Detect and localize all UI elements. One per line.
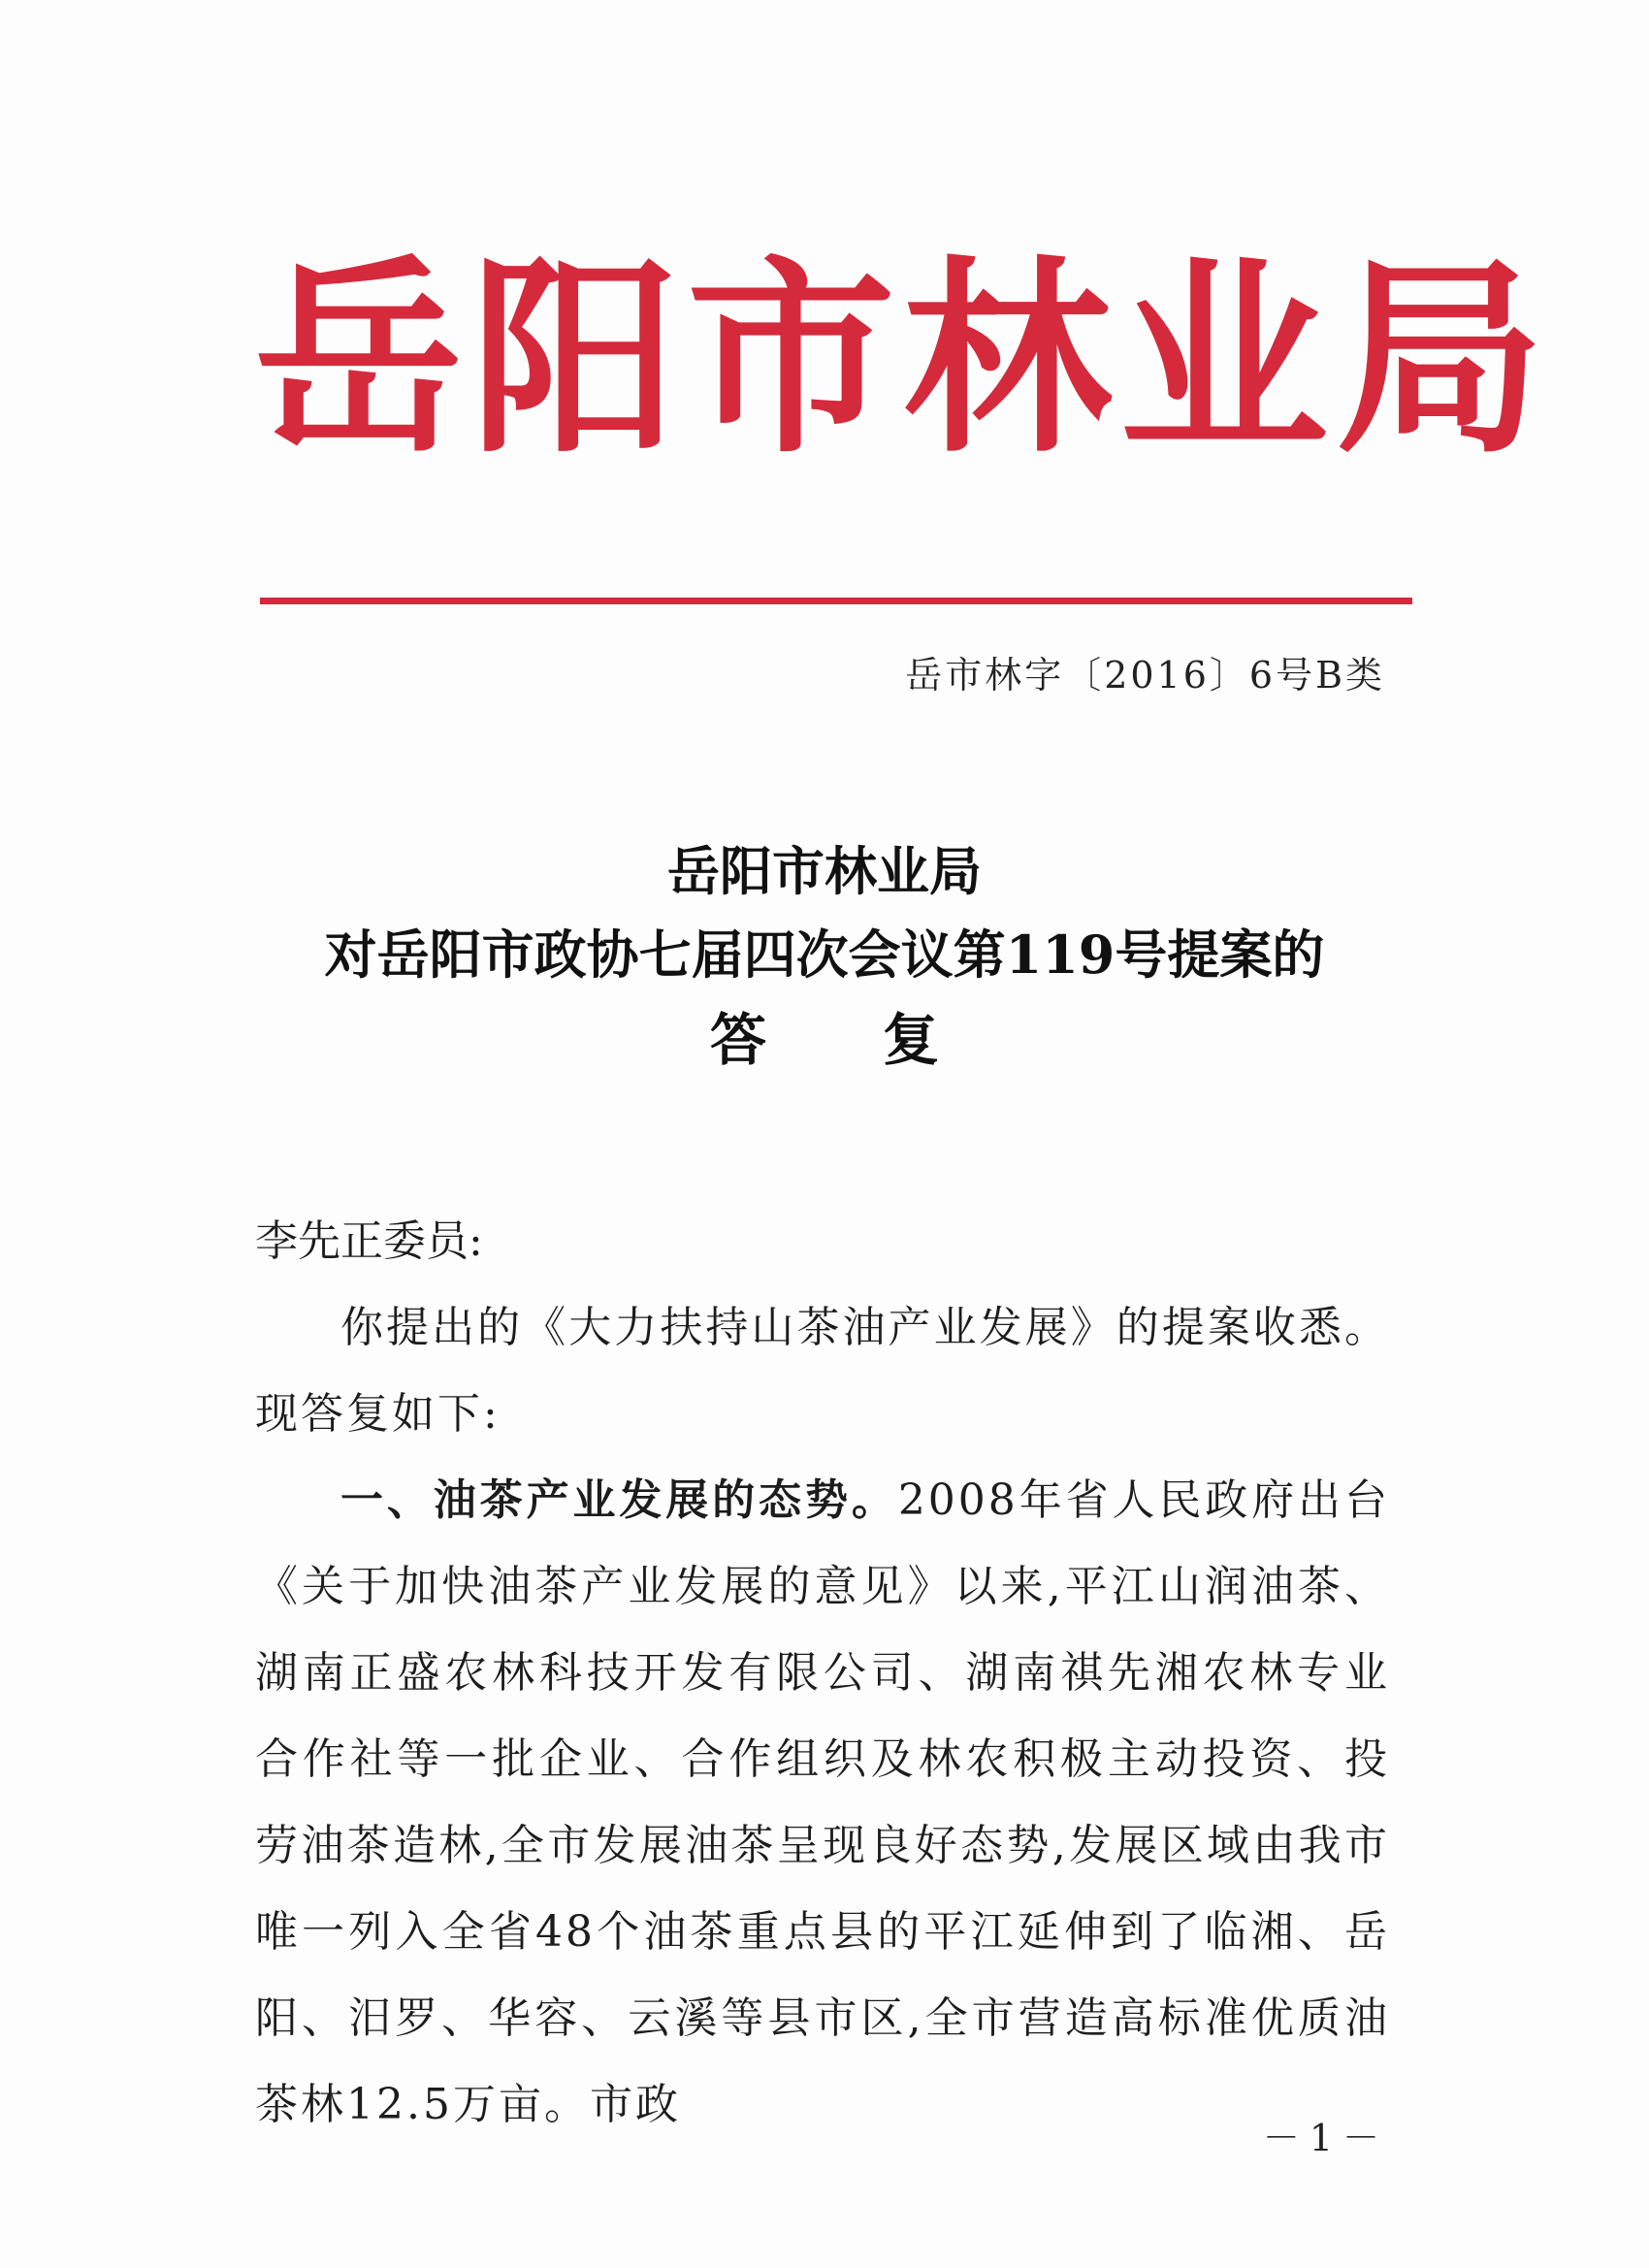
document-title: [194, 829, 1455, 1084]
masthead-title: 岳阳市林业局: [254, 236, 1552, 481]
document-body: [255, 1198, 1390, 2148]
page-number: －1－: [1262, 2117, 1389, 2159]
masthead-divider: [260, 598, 1412, 604]
section-1-heading: 一、油茶产业发展的态势。: [340, 1475, 898, 1525]
document-number: 岳市林字〔2016〕6号B类: [905, 654, 1385, 697]
title-line-2: 对岳阳市政协七届四次会议第119号提案的: [324, 923, 1325, 986]
section-1-text: 2008年省人民政府出台《关于加快油茶产业发展的意见》以来,平江山润油茶、湖南正盛农林科技开发有限公司、湖南祺先湘农林专业合作社等一批企业、合作组织及林农积极主动投资、投劳油茶造林,全市发展油茶呈现良好态势,发展区域由我市唯一列入全省48个油茶重点县的平江延伸到了临湘、岳阳、汨罗、华容、云溪等县市区,全市营造高标准优质油茶林12.5万亩。市政: [255, 1475, 1390, 2129]
salutation: 李先正委员:: [255, 1216, 483, 1266]
title-line-1: 岳阳市林业局: [667, 840, 982, 902]
intro-paragraph: 你提出的《大力扶持山茶油产业发展》的提案收悉。现答复如下:: [255, 1303, 1390, 1439]
title-line-3: 答复: [709, 1007, 1055, 1073]
section-1-paragraph: [255, 1457, 1390, 2148]
